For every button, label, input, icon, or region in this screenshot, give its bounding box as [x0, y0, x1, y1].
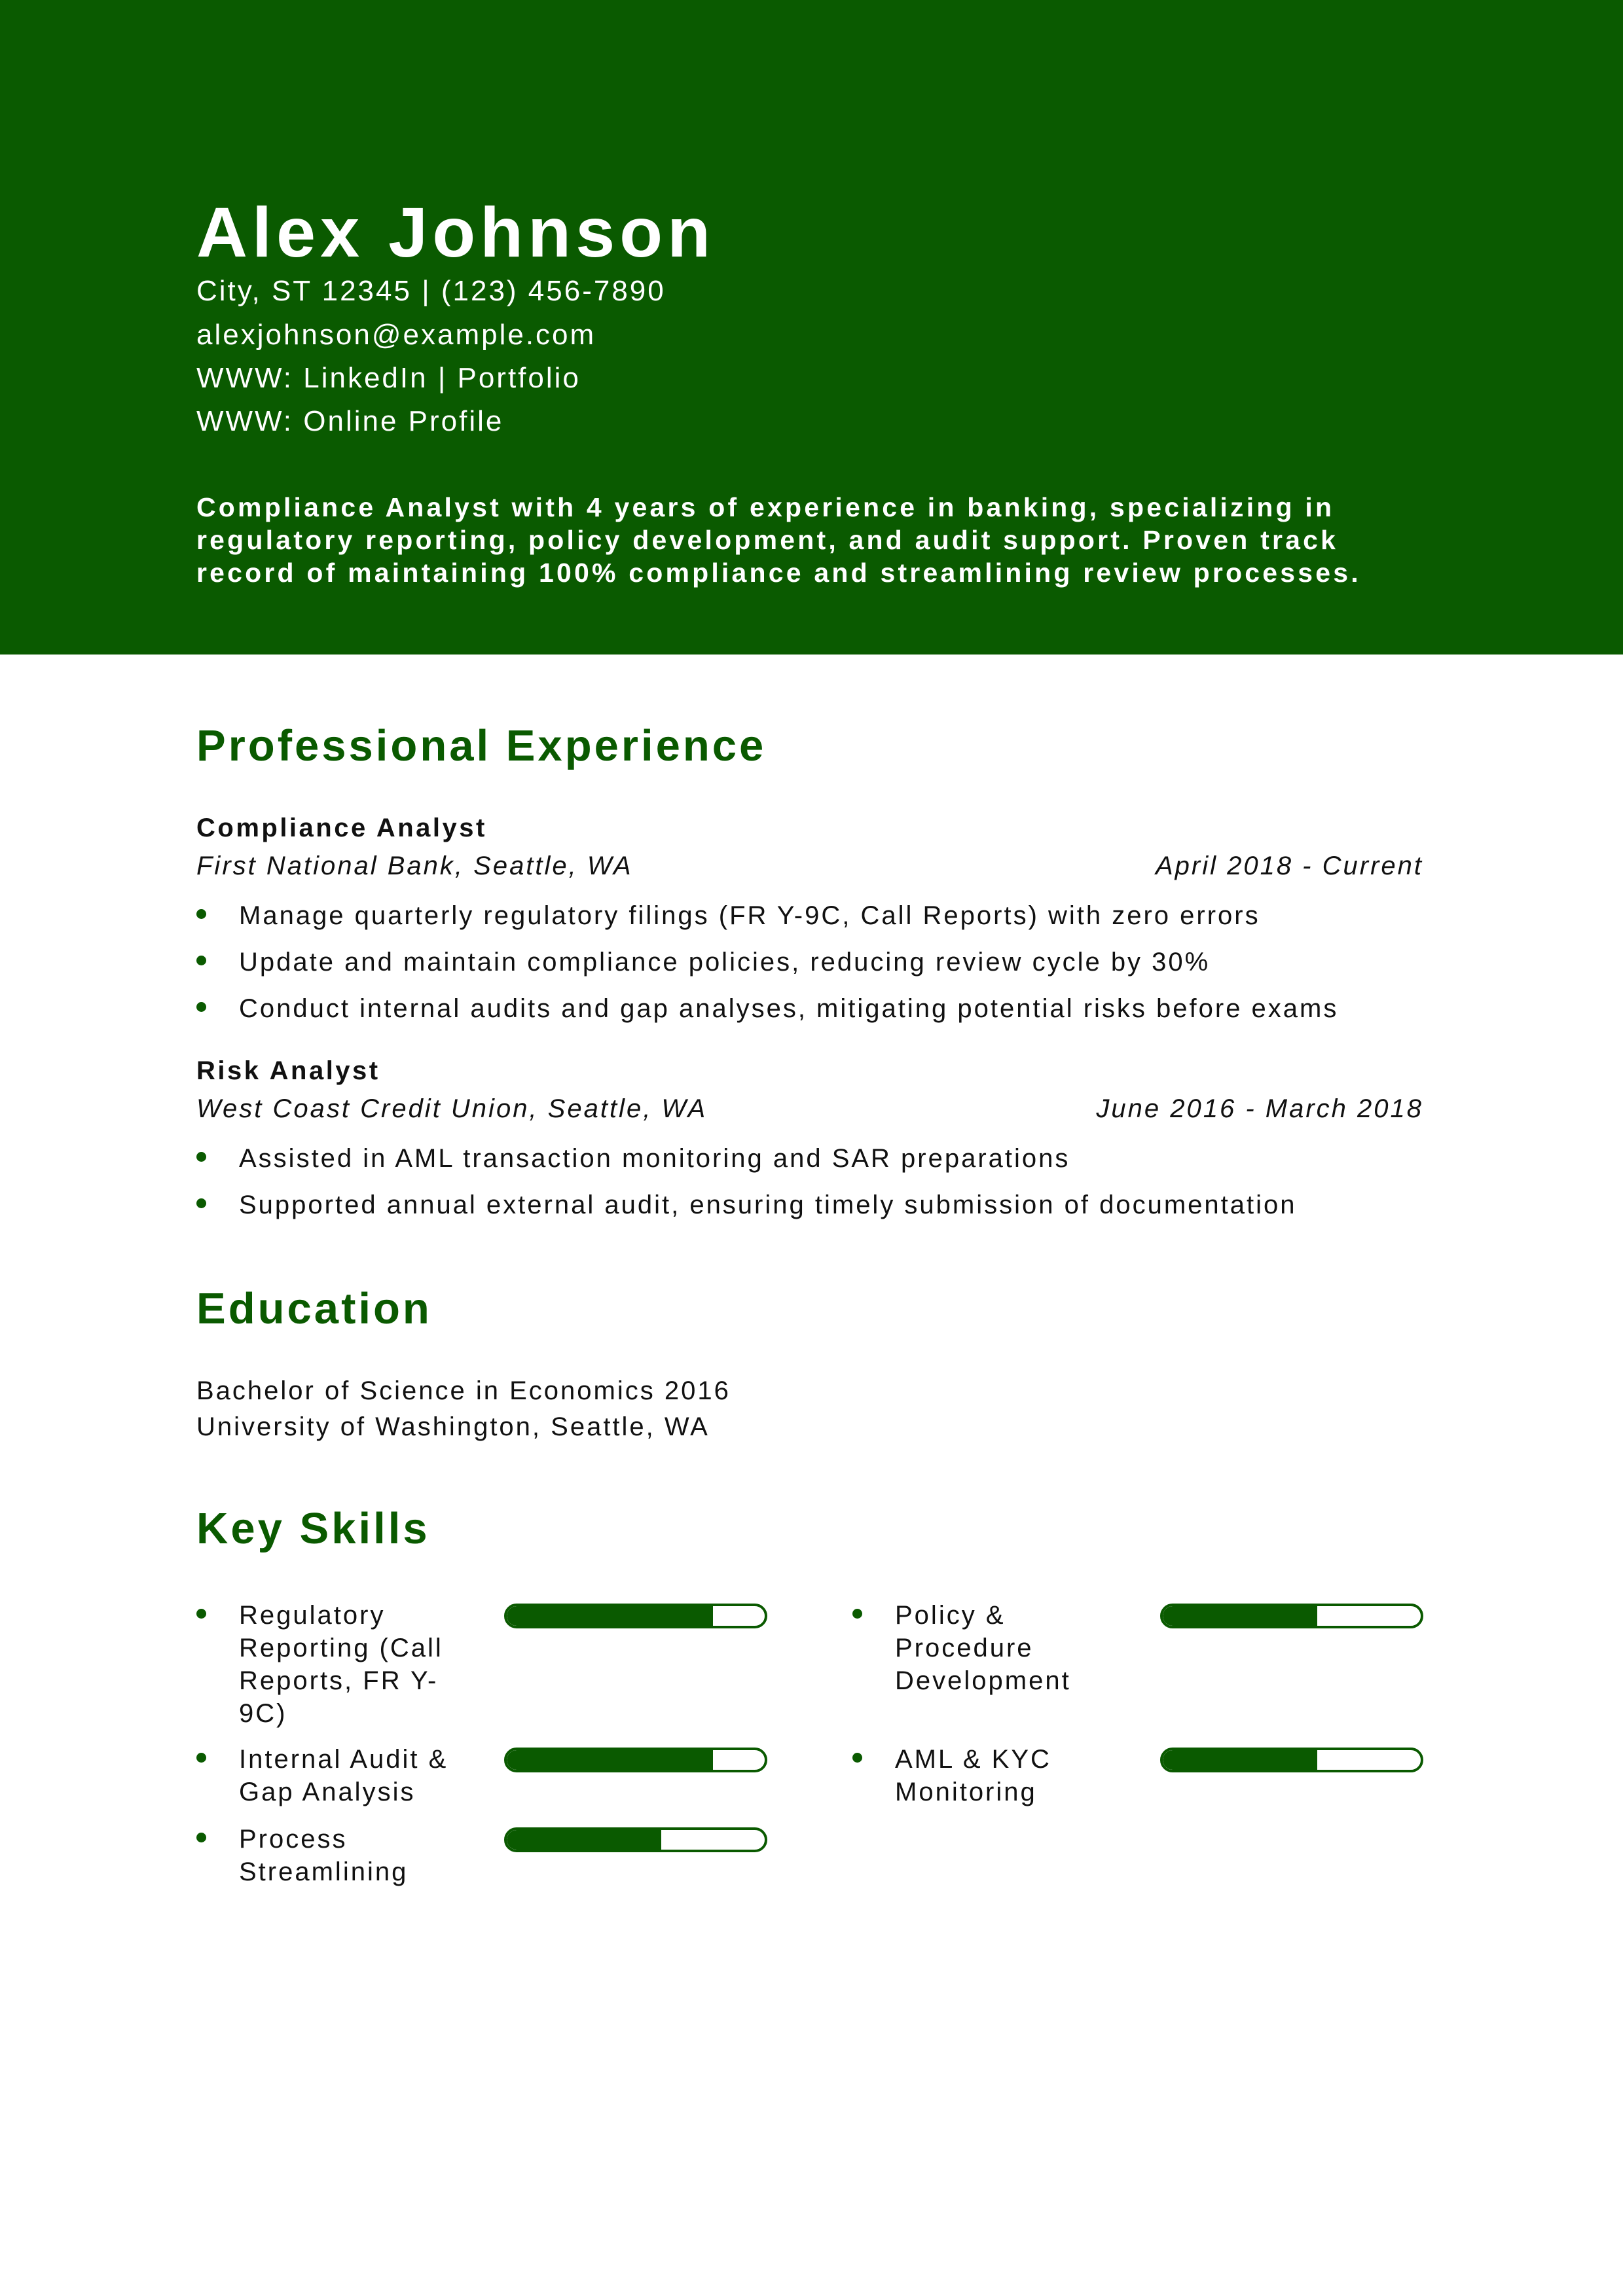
skill-label: Regulatory Reporting (Call Reports, FR Y-9C)	[239, 1601, 443, 1728]
bullet-icon	[196, 909, 206, 919]
contact-web-links[interactable]: WWW: LinkedIn | Portfolio	[196, 362, 581, 394]
skill-label: Internal Audit & Gap Analysis	[239, 1745, 448, 1806]
skill-level-fill	[507, 1750, 713, 1770]
bullet-icon	[852, 1753, 862, 1763]
bullet-text: Assisted in AML transaction monitoring and SAR preparations	[239, 1144, 1070, 1173]
skill-level-bar	[504, 1748, 767, 1772]
job-organization: First National Bank, Seattle, WA	[196, 852, 633, 880]
skill-level-bar	[1160, 1604, 1423, 1628]
bullet-text: Conduct internal audits and gap analyses, mitigating potential risks before exams	[239, 994, 1339, 1023]
skill-label: AML & KYC Monitoring	[895, 1745, 1051, 1806]
bullet-icon	[196, 1198, 206, 1208]
skill-level-bar	[504, 1827, 767, 1852]
bullet-icon	[196, 1753, 206, 1763]
bullet-icon	[196, 956, 206, 965]
bullet-text: Manage quarterly regulatory filings (FR Y-9C, Call Reports) with zero errors	[239, 901, 1260, 930]
skill-label: Policy & Procedure Development	[895, 1601, 1071, 1695]
header-band	[0, 0, 1623, 655]
contact-address-phone: City, ST 12345 | (123) 456-7890	[196, 275, 666, 307]
job-title: Compliance Analyst	[196, 814, 487, 842]
bullet-icon	[852, 1609, 862, 1619]
profile-summary: Compliance Analyst with 4 years of experience in banking, specializing in regulatory reporting, policy development, and audit support. Proven track record of maintaining 100% compliance and streamlining review processes.	[196, 492, 1361, 588]
education-degree: Bachelor of Science in Economics 2016	[196, 1376, 731, 1405]
section-title-education: Education	[196, 1284, 432, 1333]
bullet-icon	[196, 1002, 206, 1012]
bullet-text: Update and maintain compliance policies, reducing review cycle by 30%	[239, 948, 1211, 977]
skill-level-fill	[1163, 1750, 1317, 1770]
skill-level-bar	[504, 1604, 767, 1628]
bullet-text: Supported annual external audit, ensuring timely submission of documentation	[239, 1191, 1297, 1219]
skill-label: Process Streamlining	[239, 1825, 409, 1886]
education-school: University of Washington, Seattle, WA	[196, 1412, 710, 1441]
bullet-icon	[196, 1833, 206, 1842]
job-dates: June 2016 - March 2018	[1096, 1094, 1423, 1123]
job-title: Risk Analyst	[196, 1056, 380, 1085]
bullet-icon	[196, 1152, 206, 1162]
job-dates: April 2018 - Current	[1155, 852, 1423, 880]
job-organization: West Coast Credit Union, Seattle, WA	[196, 1094, 708, 1123]
contact-email[interactable]: alexjohnson@example.com	[196, 319, 596, 351]
skill-level-bar	[1160, 1748, 1423, 1772]
bullet-icon	[196, 1609, 206, 1619]
skill-level-fill	[507, 1830, 661, 1850]
candidate-name: Alex Johnson	[196, 192, 716, 272]
section-title-experience: Professional Experience	[196, 721, 767, 770]
skill-level-fill	[1163, 1606, 1317, 1626]
skill-level-fill	[507, 1606, 713, 1626]
section-title-skills: Key Skills	[196, 1504, 430, 1553]
contact-online-profile[interactable]: WWW: Online Profile	[196, 405, 504, 437]
